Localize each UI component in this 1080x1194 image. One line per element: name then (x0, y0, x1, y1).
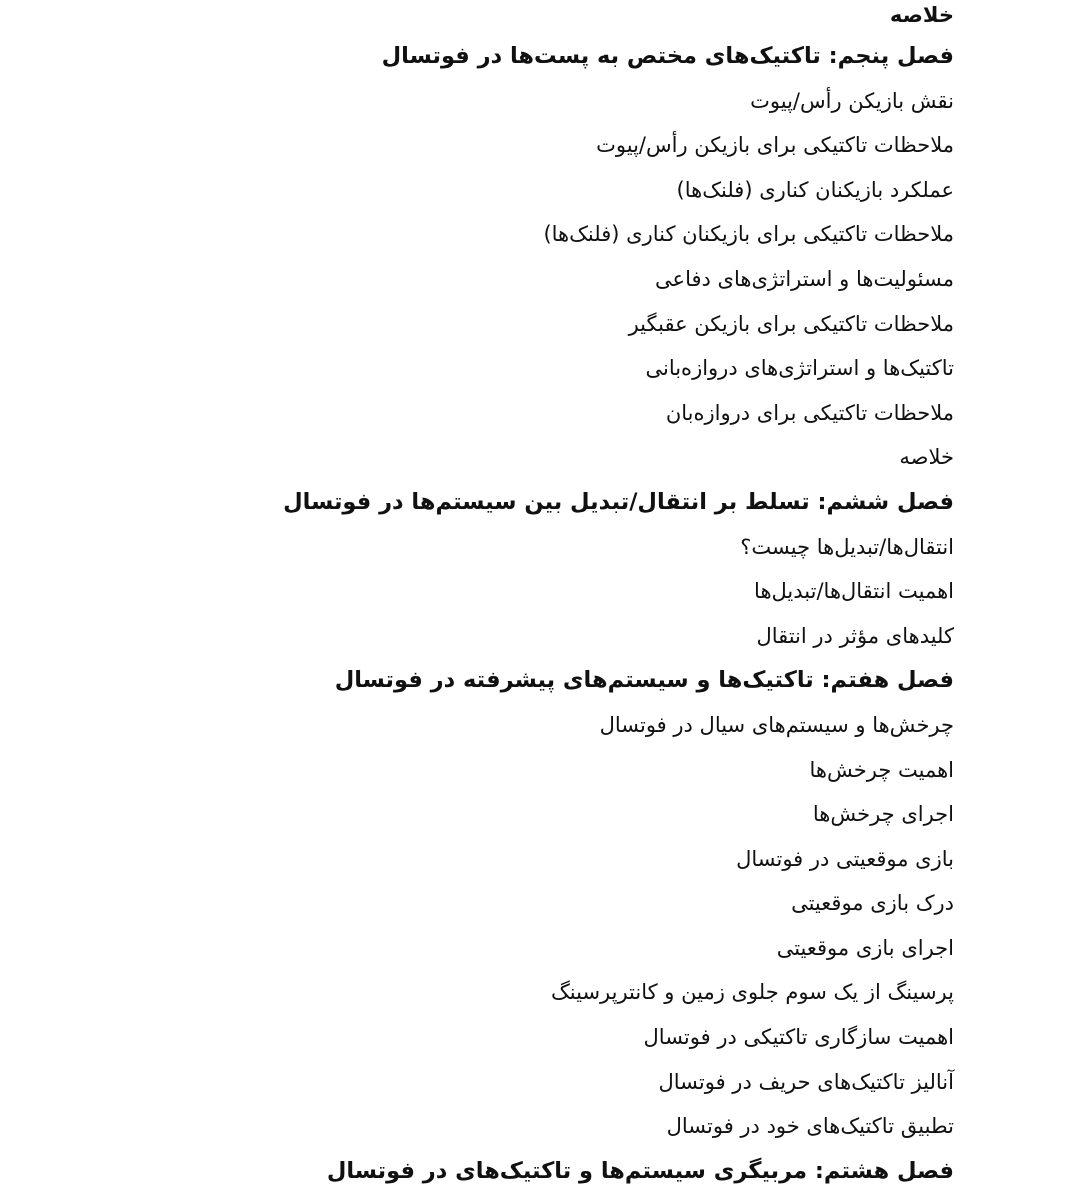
chapter-heading-7: فصل هفتم: تاکتیک‌ها و سیستم‌های پیشرفته در فوتسال (334, 667, 954, 694)
toc-line: مسئولیت‌ها و استراتژی‌های دفاعی (655, 266, 954, 291)
toc-line: پرسینگ از یک سوم جلوی زمین و کانترپرسینگ (550, 980, 954, 1005)
toc-line: چرخش‌ها و سیستم‌های سیال در فوتسال (599, 712, 954, 737)
toc-line: بازی موقعیتی در فوتسال (736, 846, 954, 871)
chapter-heading-5: فصل پنجم: تاکتیک‌های مختص به پست‌ها در فوتسال (381, 43, 954, 69)
toc-line: عملکرد بازیکنان کناری (فلنک‌ها) (676, 177, 954, 202)
toc-line: درک بازی موقعیتی (791, 891, 954, 916)
toc-line: اجرای چرخش‌ها (812, 802, 954, 827)
toc-line: انتقال‌ها/تبدیل‌ها چیست؟ (740, 534, 954, 559)
toc-line: اجرای بازی موقعیتی (776, 935, 954, 960)
toc-line: نقش بازیکن رأس/پیوت (750, 88, 954, 113)
table-of-contents (54, 0, 954, 1193)
toc-line: اهمیت انتقال‌ها/تبدیل‌ها (754, 579, 954, 604)
toc-line: اهمیت چرخش‌ها (809, 757, 954, 782)
toc-line: ملاحظات تاکتیکی برای بازیکن رأس/پیوت (596, 133, 954, 158)
toc-line: تاکتیک‌ها و استراتژی‌های دروازه‌بانی (645, 356, 954, 381)
toc-line: تطبیق تاکتیک‌های خود در فوتسال (666, 1114, 954, 1139)
toc-line: ملاحظات تاکتیکی برای بازیکنان کناری (فلنک‌ها) (543, 222, 954, 247)
toc-line: آنالیز تاکتیک‌های حریف در فوتسال (658, 1069, 954, 1094)
toc-line: ملاحظات تاکتیکی برای دروازه‌بان (665, 400, 954, 425)
toc-line: ملاحظات تاکتیکی برای بازیکن عقبگیر (628, 311, 954, 336)
toc-line-summary: خلاصه (899, 445, 954, 470)
toc-line-summary: خلاصه (889, 3, 954, 27)
toc-line: کلیدهای مؤثر در انتقال (756, 623, 954, 648)
chapter-heading-8: فصل هشتم: مربیگری سیستم‌ها و تاکتیک‌های در فوتسال (326, 1157, 954, 1184)
chapter-heading-6: فصل ششم: تسلط بر انتقال/تبدیل بین سیستم‌ها در فوتسال (283, 488, 954, 515)
toc-line: اهمیت سازگاری تاکتیکی در فوتسال (643, 1025, 954, 1050)
